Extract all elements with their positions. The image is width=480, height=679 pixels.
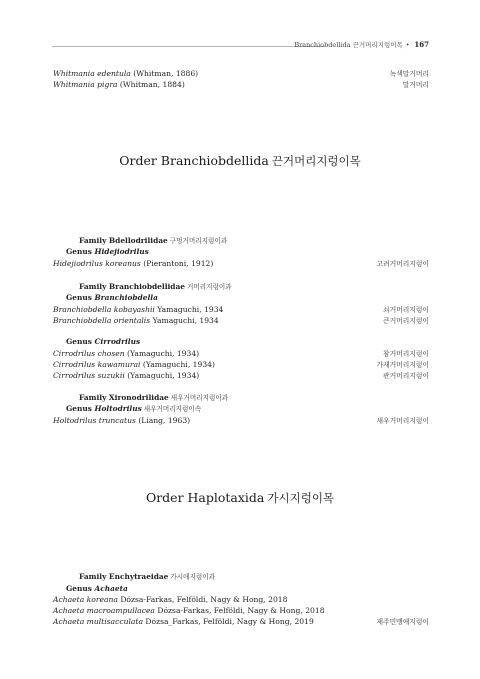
species-name: Branchiobdella orientalis [53,316,151,325]
family-name: Family Branchiobdellidae [79,282,185,291]
family-korean: 새우거머리지렁이과 [170,394,229,402]
species-entry [53,80,429,90]
korean-name: 고려거머리지렁이 [376,260,429,268]
species-name: Cirrodrilus chosen [53,349,125,358]
order-latin: Order Haplotaxida [145,490,265,505]
family-korean: 거머리지렁이과 [186,283,232,291]
species-author: (Yamaguchi, 1934) [127,349,200,358]
species-author: (Whitman, 1886) [133,69,199,78]
species-author: (Yamaguchi, 1934) [127,371,200,380]
species-author: Yamaguchi, 1934 [157,305,224,314]
species-name: Cirrodrilus kawamurai [53,360,141,369]
family-heading [79,236,227,246]
korean-name: 쇠거머리지렁이 [383,306,429,314]
species-name: Whitmania edentula [53,69,131,78]
family-heading [79,393,228,403]
species-author: Dózsa-Farkas, Felföldi, Nagy & Hong, 2018 [157,606,325,615]
genus-heading [66,247,149,257]
species-author: Dózsa-Farkas, Felföldi, Nagy & Hong, 2018 [120,595,288,604]
species-name: Achaeta multisacculata [53,617,143,626]
species-name: Holtodrilus truncatus [53,416,136,425]
header-text [294,40,429,49]
family-korean: 가시애지렁이과 [170,573,215,581]
genus-heading [66,404,201,414]
species-name: Branchiobdella kobayashii [53,305,155,314]
species-name: Whitmania pigra [53,80,118,89]
species-entry [53,69,429,79]
genus-name: Hidejiodrilus [94,247,149,256]
genus-name: Achaeta [94,584,128,593]
order-korean: 끈거머리지렁이목 [271,154,361,168]
family-heading [79,282,232,292]
korean-name: 녹색말거머리 [389,70,429,78]
order-heading [0,153,480,169]
genus-korean: 새우거머리지렁이속 [143,405,202,413]
species-entry [53,617,429,627]
species-author: Yamaguchi, 1934 [152,316,219,325]
species-entry [53,349,429,359]
genus-heading [66,337,140,347]
korean-name: 관거머리지렁이 [383,372,429,380]
species-name: Hidejiodrilus koreanus [53,259,141,268]
species-entry [53,416,429,426]
species-author: (Pierantoni, 1912) [143,259,214,268]
species-entry [53,371,429,381]
genus-prefix: Genus [66,584,92,593]
species-name: Achaeta koreana [53,595,118,604]
running-header [52,40,429,52]
korean-name: 참거머리지렁이 [383,350,429,358]
family-name: Family Xironodrilidae [79,393,169,402]
species-name: Cirrodrilus suzukii [53,371,125,380]
species-entry [53,259,429,269]
running-title: Branchiobdellida 끈거머리지렁이목 [294,41,403,49]
korean-name: 큰거머리지렁이 [383,317,429,325]
species-author: (Yamaguchi, 1934) [142,360,215,369]
genus-heading [66,293,158,303]
species-author: (Whitman, 1884) [119,80,185,89]
korean-name: 말거머리 [402,81,429,89]
species-name: Achaeta macroampullacea [53,606,155,615]
species-entry [53,606,429,616]
order-latin: Order Branchiobdellida [119,153,269,168]
genus-prefix: Genus [66,404,92,413]
page-number: 167 [414,40,429,49]
genus-name: Cirrodrilus [94,337,141,346]
family-korean: 구멍거머리지렁이과 [169,237,228,245]
species-entry [53,305,429,315]
order-heading [0,490,480,506]
species-author: Dózsa_Farkas, Felföldi, Nagy & Hong, 2019 [145,617,314,626]
family-name: Family Enchytraeidae [79,572,169,581]
species-entry [53,360,429,370]
genus-prefix: Genus [66,247,92,256]
korean-name: 제주민맹애지렁이 [376,618,429,626]
genus-prefix: Genus [66,293,92,302]
header-separator: • [405,42,410,49]
family-name: Family Bdellodrilidae [79,236,168,245]
genus-prefix: Genus [66,337,92,346]
species-entry [53,316,429,326]
genus-heading [66,584,128,594]
header-rule [52,46,324,47]
order-korean: 가시지렁이목 [267,491,335,505]
species-entry [53,595,429,605]
genus-name: Branchiobdella [94,293,158,302]
korean-name: 새우거머리지렁이 [376,417,429,425]
species-author: (Liang, 1963) [138,416,191,425]
korean-name: 가재거머리지렁이 [376,361,429,369]
family-heading [79,572,215,582]
genus-name: Holtodrilus [94,404,142,413]
